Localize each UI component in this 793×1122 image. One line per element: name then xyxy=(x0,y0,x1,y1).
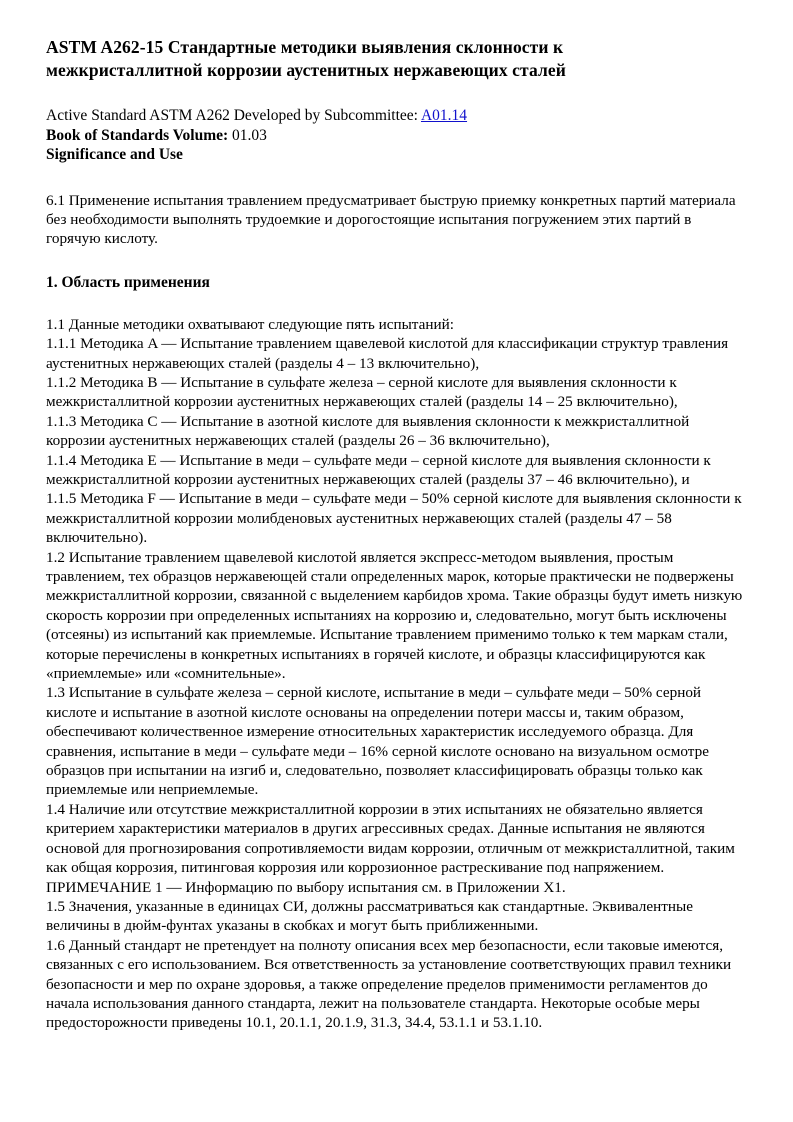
active-standard-line xyxy=(46,106,747,126)
book-of-standards-line xyxy=(46,126,747,146)
document-metadata xyxy=(46,106,747,165)
significance-paragraph: 6.1 Применение испытания травлением предусматривает быструю приемку конкретных партий материала без необходимости выполнять трудоемкие и дорогостоящие испытания погружением этих партий в горячую кислоту. xyxy=(46,191,736,248)
paragraph-1-4: 1.4 Наличие или отсутствие межкристаллитной коррозии в этих испытаниях не обязательно является критерием характеристики материалов в других агрессивных средах. Данные испытания не являются основой для прогнозирования сопротивляемости видам коррозии, отличным от межкристаллитной, таким как общая коррозия, питинговая коррозия или коррозионное растрескивание под напряжением. ПРИМЕЧАНИЕ 1 — Информацию по выбору испытания см. в Приложении X1. xyxy=(46,800,735,896)
book-of-standards-label: Book of Standards Volume: xyxy=(46,126,229,144)
paragraph-1-1-5: 1.1.5 Методика F — Испытание в меди – сульфате меди – 50% серной кислоте для выявления склонности к межкристаллитной коррозии молибденовых аустенитных нержавеющих сталей (разделы 47 – 58 включительно). xyxy=(46,490,742,547)
paragraph-1-1-2: 1.1.2 Методика B — Испытание в сульфате железа – серной кислоте для выявления склонности к межкристаллитной коррозии аустенитных нержавеющих сталей (разделы 14 – 25 включительно), xyxy=(46,373,678,411)
paragraph-1-1-4: 1.1.4 Методика E — Испытание в меди – сульфате меди – серной кислоте для выявления склонности к межкристаллитной коррозии аустенитных нержавеющих сталей (разделы 37 – 46 включительно), и xyxy=(46,451,711,488)
page-title: ASTM A262-15 Стандартные методики выявления склонности к межкристаллитной коррозии аустенитных нержавеющих сталей xyxy=(46,37,566,80)
scope-body xyxy=(46,315,747,1033)
paragraph-1-2: 1.2 Испытание травлением щавелевой кислотой является экспресс-методом выявления, простым травлением, тех образцов нержавеющей стали определенных марок, которые практически не подвержены межкристаллитной коррозии, связанной с выделением карбидов хрома. Такие образцы будут иметь низкую скорость коррозии при определенных испытаниях на коррозию и, следовательно, могут быть исключены (отсеяны) из испытаний как приемлемые. Испытание травлением применимо только к тем маркам стали, которые перечислены в конкретных испытаниях в горячей кислоте, и образцы классифицируются как «приемлемые» или «сомнительные». xyxy=(46,548,743,683)
active-standard-text: Active Standard ASTM A262 Developed by Subcommittee: xyxy=(46,107,421,124)
paragraph-1-6: 1.6 Данный стандарт не претендует на полноту описания всех мер безопасности, если таковые имеются, связанных с его использованием. Вся ответственность за установление соответствующих правил техники безопасности и мер по охране здоровья, а также определение пределов применимости регламентов до начала использования данного стандарта, лежит на пользователе стандарта. Некоторые особые меры предосторожности приведены 10.1, 20.1.1, 20.1.9, 31.3, 34.4, 53.1.1 и 53.1.10. xyxy=(46,936,732,1032)
book-of-standards-value: 01.03 xyxy=(228,126,267,144)
paragraph-1-3: 1.3 Испытание в сульфате железа – серной кислоте, испытание в меди – сульфате меди – 50% серной кислоте и испытание в азотной кислоте основаны на определении потери массы и, таким образом, обеспечивают количественное измерение относительных характеристик исследуемого образца. Для сравнения, испытание в меди – сульфате меди – 16% серной кислоте основано на визуальном осмотре образцов при испытании на изгиб и, следовательно, позволяет классифицировать образцы только как приемлемые или неприемлемые. xyxy=(46,684,709,799)
paragraph-1-1-3: 1.1.3 Методика C — Испытание в азотной кислоте для выявления склонности к межкристаллитной коррозии аустенитных нержавеющих сталей (разделы 26 – 36 включительно), xyxy=(46,412,690,450)
subcommittee-link[interactable]: A01.14 xyxy=(420,107,468,124)
significance-and-use-heading: Significance and Use xyxy=(46,146,183,163)
paragraph-1-1-1: 1.1.1 Методика A — Испытание травлением щавелевой кислотой для классификации структур травления аустенитных нержавеющих сталей (разделы 4 – 13 включительно), xyxy=(46,335,729,372)
paragraph-1-1: 1.1 Данные методики охватывают следующие пять испытаний: xyxy=(46,315,454,333)
paragraph-1-5: 1.5 Значения, указанные в единицах СИ, должны рассматриваться как стандартные. Эквивалентные величины в дюйм-фунтах указаны в скобках и могут быть приближенными. xyxy=(46,897,693,935)
scope-section-heading: 1. Область применения xyxy=(46,273,210,291)
